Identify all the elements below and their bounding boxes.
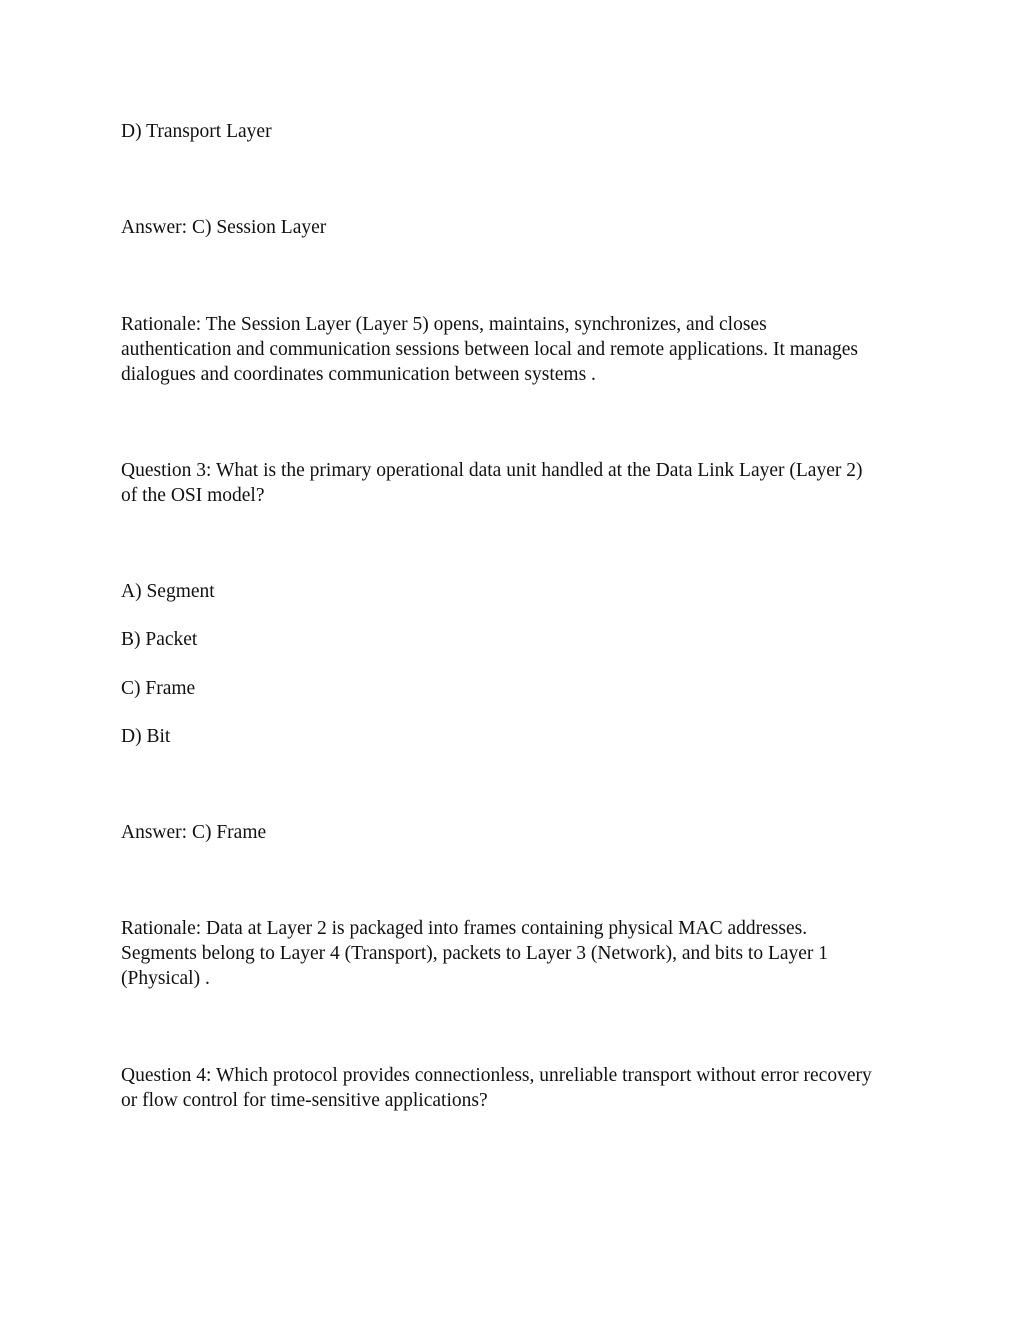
q3-option-d: D) Bit — [121, 726, 171, 747]
q2-rationale-line-1: Rationale: The Session Layer (Layer 5) opens, maintains, synchronizes, and closes — [121, 314, 767, 335]
q3-option-a: A) Segment — [121, 581, 215, 602]
q2-answer: Answer: C) Session Layer — [121, 217, 327, 238]
q3-rationale-line-3: (Physical) . — [121, 968, 210, 989]
q4-question-line-2: or flow control for time-sensitive applications? — [121, 1090, 488, 1111]
q3-rationale-line-2: Segments belong to Layer 4 (Transport), packets to Layer 3 (Network), and bits to Layer 1 — [121, 943, 829, 964]
q3-option-c: C) Frame — [121, 678, 196, 699]
q3-answer: Answer: C) Frame — [121, 822, 267, 843]
q3-option-b: B) Packet — [121, 629, 198, 650]
option-d-transport-layer: D) Transport Layer — [121, 121, 272, 142]
q2-rationale-line-2: authentication and communication sessions between local and remote applications. It manages — [121, 339, 858, 360]
q3-question-line-2: of the OSI model? — [121, 485, 265, 506]
q3-rationale-line-1: Rationale: Data at Layer 2 is packaged into frames containing physical MAC addresses. — [121, 918, 808, 939]
q4-question-line-1: Question 4: Which protocol provides connectionless, unreliable transport without error recovery — [121, 1065, 872, 1086]
q3-question-line-1: Question 3: What is the primary operational data unit handled at the Data Link Layer (Layer 2) — [121, 460, 863, 481]
q2-rationale-line-3: dialogues and coordinates communication between systems . — [121, 364, 596, 385]
